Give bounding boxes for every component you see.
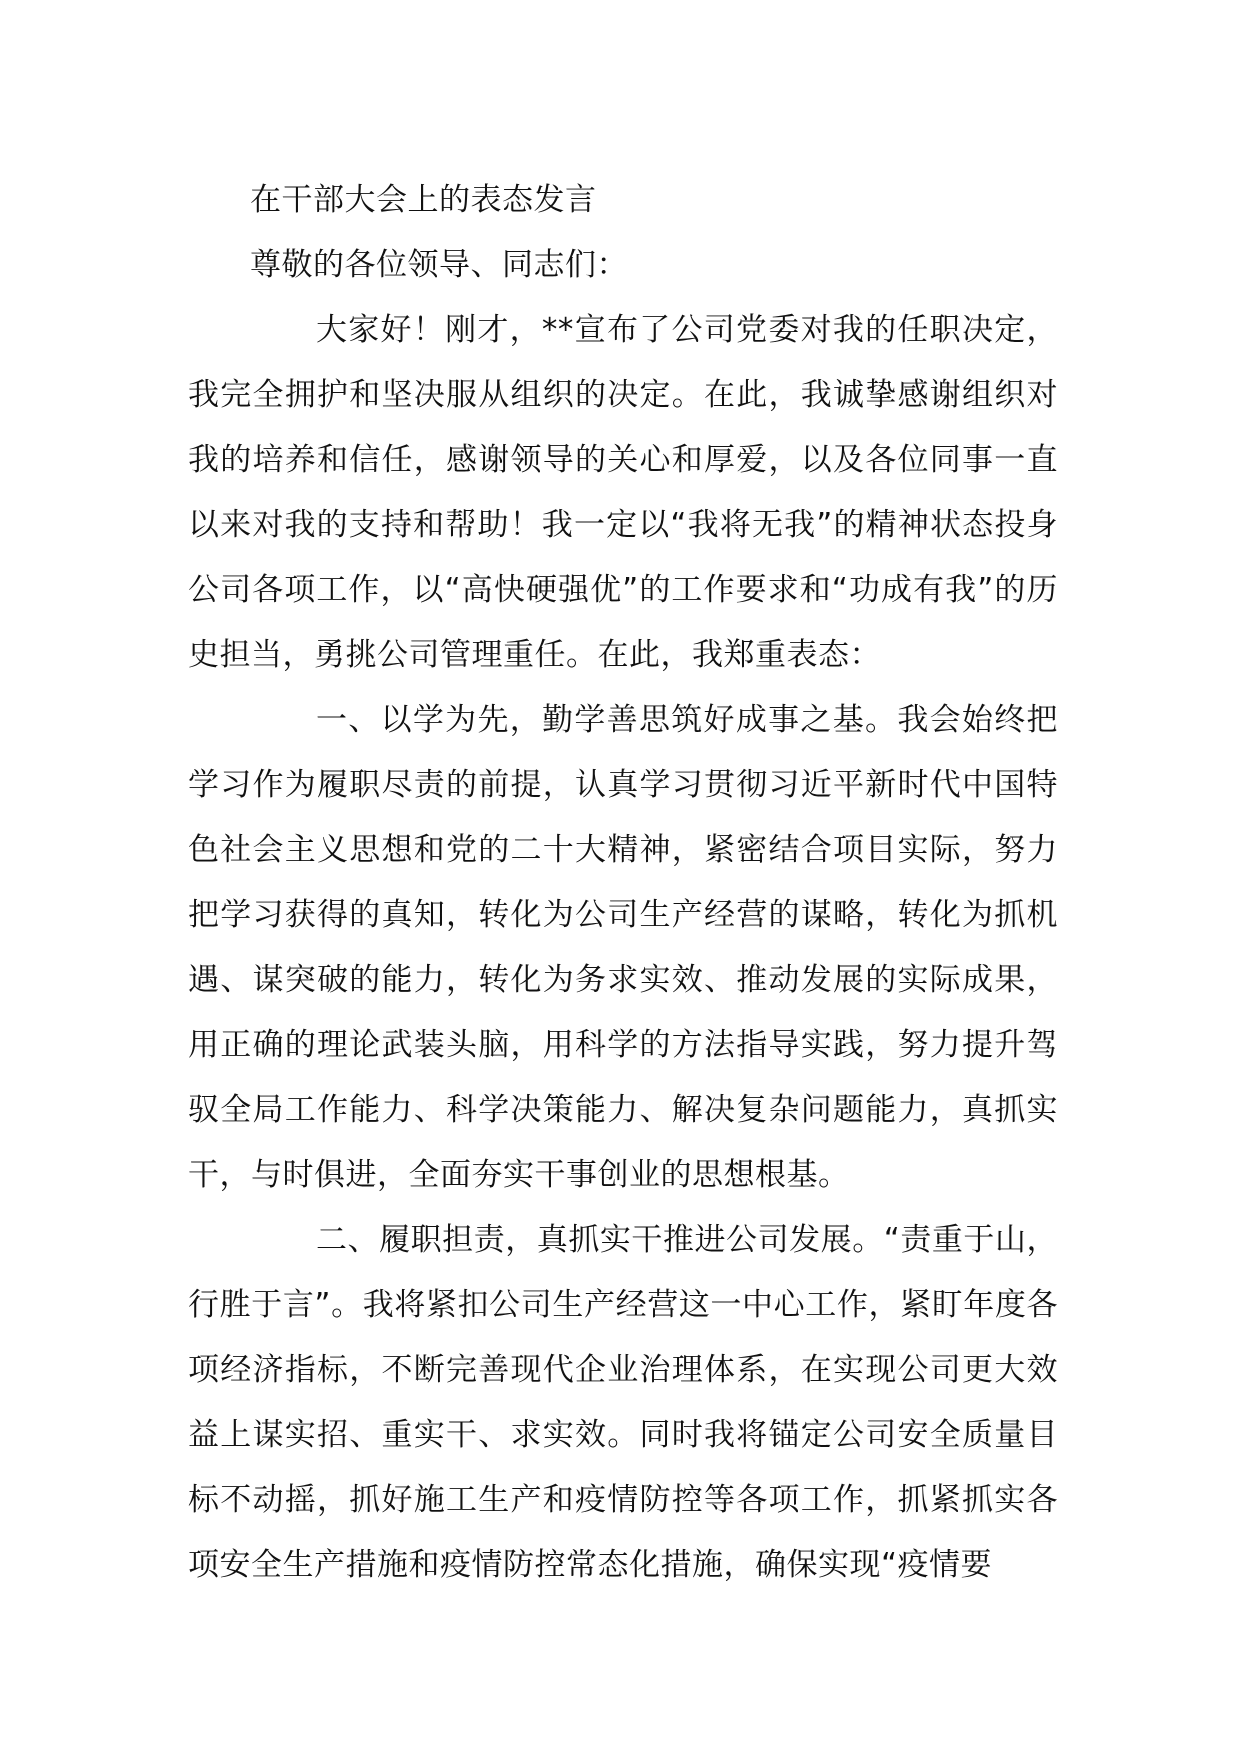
document-body — [188, 168, 1058, 1598]
paragraph-point-two: 二、履职担责，真抓实干推进公司发展。“责重于山，行胜于言”。我将紧扣公司生产经营这一中心工作，紧盯年度各项经济指标，不断完善现代企业治理体系，在实现公司更大效益上谋实招、重实干、求实效。同时我将锚定公司安全质量目标不动摇，抓好施工生产和疫情防控等各项工作，抓紧抓实各项安全生产措施和疫情防控常态化措施，确保实现“疫情要 — [188, 1222, 1058, 1583]
paragraph-point-one: 一、以学为先，勤学善思筑好成事之基。我会始终把学习作为履职尽责的前提，认真学习贯彻习近平新时代中国特色社会主义思想和党的二十大精神，紧密结合项目实际，努力把学习获得的真知，转化为公司生产经营的谋略，转化为抓机遇、谋突破的能力，转化为务求实效、推动发展的实际成果，用正确的理论武装头脑，用科学的方法指导实践，努力提升驾驭全局工作能力、科学决策能力、解决复杂问题能力，真抓实干，与时俱进，全面夯实干事创业的思想根基。 — [188, 702, 1058, 1193]
salutation: 尊敬的各位领导、同志们： — [250, 247, 628, 283]
document-title: 在干部大会上的表态发言 — [250, 182, 597, 218]
paragraph-greeting: 大家好！刚才，**宣布了公司党委对我的任职决定，我完全拥护和坚决服从组织的决定。在此，我诚挚感谢组织对我的培养和信任，感谢领导的关心和厚爱，以及各位同事一直以来对我的支持和帮助！我一定以“我将无我”的精神状态投身公司各项工作，以“高快硬强优”的工作要求和“功成有我”的历史担当，勇挑公司管理重任。在此，我郑重表态： — [188, 312, 1058, 673]
